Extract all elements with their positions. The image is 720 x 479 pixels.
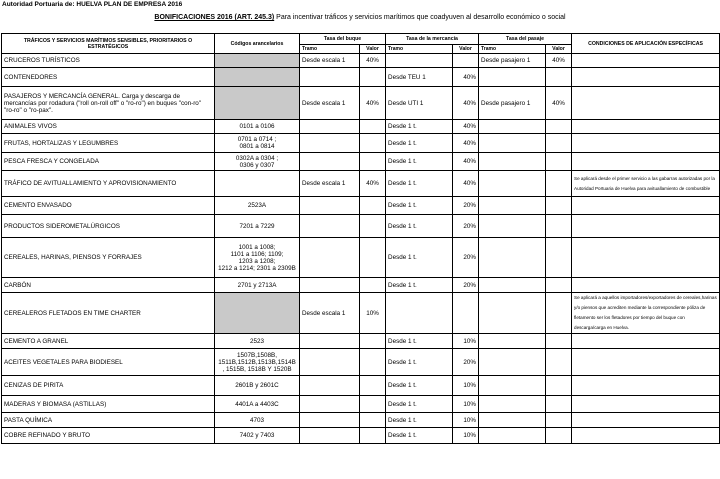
row-mercancia-valor: 20% <box>453 215 479 238</box>
row-tariff-codes: 2701 y 2713A <box>215 278 300 293</box>
row-buque-tramo: Desde escala 1 <box>300 293 360 334</box>
row-buque-tramo <box>300 153 360 171</box>
row-buque-valor <box>360 134 386 153</box>
row-traffic-name: CARBÓN <box>2 278 215 293</box>
row-buque-tramo: Desde escala 1 <box>300 54 360 68</box>
row-traffic-name: PRODUCTOS SIDEROMETALÚRGICOS <box>2 215 215 238</box>
row-pasaje-valor <box>546 171 572 197</box>
row-buque-valor <box>360 68 386 87</box>
row-pasaje-tramo <box>479 153 546 171</box>
row-conditions: Se aplicará a aquellos importadores/exportadores de cereales,harinas y/o piensos que acrediten mediante la correspondiente póliza de fletamento ser los fletadores por tiempo del buque con descarga/carga en Huelva. <box>572 293 720 334</box>
col-header-tasa-pasaje: Tasa del pasaje <box>479 34 572 45</box>
table-row <box>2 120 720 134</box>
row-pasaje-valor <box>546 428 572 444</box>
row-pasaje-valor <box>546 334 572 349</box>
title-rest: Para incentivar tráficos y servicios marítimos que coadyuven al desarrollo económico o social <box>274 14 566 21</box>
row-pasaje-tramo <box>479 134 546 153</box>
row-pasaje-tramo: Desde pasajero 1 <box>479 87 546 120</box>
row-buque-valor <box>360 197 386 215</box>
row-conditions <box>572 215 720 238</box>
row-pasaje-tramo <box>479 293 546 334</box>
row-buque-tramo <box>300 349 360 376</box>
row-buque-valor: 10% <box>360 293 386 334</box>
row-pasaje-tramo <box>479 171 546 197</box>
table-row <box>2 238 720 278</box>
row-mercancia-valor: 40% <box>453 153 479 171</box>
row-tariff-codes: 4401A a 4403C <box>215 396 300 413</box>
row-mercancia-tramo <box>386 293 453 334</box>
row-traffic-name: CENIZAS DE PIRITA <box>2 376 215 396</box>
row-mercancia-tramo: Desde 1 t. <box>386 349 453 376</box>
row-mercancia-tramo: Desde 1 t. <box>386 197 453 215</box>
row-pasaje-tramo <box>479 376 546 396</box>
row-pasaje-valor: 40% <box>546 54 572 68</box>
row-mercancia-tramo: Desde 1 t. <box>386 278 453 293</box>
table-row <box>2 87 720 120</box>
row-pasaje-valor <box>546 349 572 376</box>
table-row <box>2 349 720 376</box>
row-mercancia-valor: 10% <box>453 428 479 444</box>
row-pasaje-tramo <box>479 334 546 349</box>
subheader-tramo: Tramo <box>479 45 546 54</box>
row-mercancia-valor: 20% <box>453 238 479 278</box>
row-traffic-name: PASTA QUÍMICA <box>2 413 215 428</box>
row-traffic-name: CEREALEROS FLETADOS EN TIME CHARTER <box>2 293 215 334</box>
row-traffic-name: COBRE REFINADO Y BRUTO <box>2 428 215 444</box>
table-row <box>2 396 720 413</box>
row-pasaje-tramo <box>479 278 546 293</box>
row-buque-tramo <box>300 120 360 134</box>
row-conditions <box>572 376 720 396</box>
row-conditions <box>572 153 720 171</box>
row-buque-valor <box>360 120 386 134</box>
row-mercancia-valor <box>453 54 479 68</box>
row-traffic-name: CONTENEDORES <box>2 68 215 87</box>
row-tariff-codes: 1001 a 1008; 1101 a 1106; 1109; 1203 a 1208; 1212 a 1214; 2301 a 2309B <box>215 238 300 278</box>
col-header-trafico: TRÁFICOS Y SERVICIOS MARÍTIMOS SENSIBLES, PRIORITARIOS O ESTRATÉGICOS <box>2 34 215 54</box>
row-buque-valor: 40% <box>360 54 386 68</box>
col-header-condiciones: CONDICIONES DE APLICACIÓN ESPECÍFICAS <box>572 34 720 54</box>
row-pasaje-valor <box>546 68 572 87</box>
row-conditions <box>572 349 720 376</box>
row-conditions <box>572 54 720 68</box>
document-header: Autoridad Portuaria de: HUELVA PLAN DE EMPRESA 2016 <box>2 1 183 8</box>
row-pasaje-tramo <box>479 428 546 444</box>
subheader-valor: Valor <box>360 45 386 54</box>
row-tariff-codes: 4703 <box>215 413 300 428</box>
row-conditions <box>572 396 720 413</box>
row-tariff-codes: 0101 a 0106 <box>215 120 300 134</box>
row-conditions <box>572 238 720 278</box>
row-mercancia-tramo: Desde TEU 1 <box>386 68 453 87</box>
row-pasaje-tramo: Desde pasajero 1 <box>479 54 546 68</box>
row-mercancia-valor: 20% <box>453 197 479 215</box>
row-buque-tramo <box>300 197 360 215</box>
row-pasaje-valor <box>546 120 572 134</box>
row-mercancia-tramo: Desde 1 t. <box>386 215 453 238</box>
row-tariff-codes <box>215 87 300 120</box>
row-pasaje-tramo <box>479 413 546 428</box>
row-mercancia-valor: 10% <box>453 334 479 349</box>
row-pasaje-tramo <box>479 68 546 87</box>
row-pasaje-tramo <box>479 197 546 215</box>
row-conditions <box>572 120 720 134</box>
row-tariff-codes: 2523 <box>215 334 300 349</box>
row-pasaje-valor <box>546 153 572 171</box>
row-buque-tramo <box>300 334 360 349</box>
row-mercancia-valor: 20% <box>453 278 479 293</box>
subheader-tramo: Tramo <box>386 45 453 54</box>
row-buque-valor <box>360 215 386 238</box>
row-mercancia-valor: 40% <box>453 87 479 120</box>
row-conditions <box>572 428 720 444</box>
row-mercancia-valor: 40% <box>453 120 479 134</box>
row-mercancia-tramo: Desde 1 t. <box>386 134 453 153</box>
title-bold: BONIFICACIONES 2016 (ART. 245.3) <box>154 14 275 21</box>
row-pasaje-valor <box>546 293 572 334</box>
document-title <box>0 14 720 21</box>
col-header-codigos: Códigos arancelarios <box>215 34 300 54</box>
row-pasaje-valor <box>546 215 572 238</box>
row-traffic-name: MADERAS Y BIOMASA (ASTILLAS) <box>2 396 215 413</box>
row-buque-valor <box>360 334 386 349</box>
row-buque-tramo <box>300 238 360 278</box>
row-mercancia-valor <box>453 293 479 334</box>
row-tariff-codes: 7201 a 7229 <box>215 215 300 238</box>
row-buque-tramo <box>300 413 360 428</box>
row-buque-tramo <box>300 215 360 238</box>
row-buque-tramo <box>300 376 360 396</box>
row-conditions <box>572 68 720 87</box>
row-buque-valor <box>360 413 386 428</box>
table-row <box>2 334 720 349</box>
row-conditions <box>572 278 720 293</box>
row-pasaje-tramo <box>479 215 546 238</box>
row-buque-valor <box>360 278 386 293</box>
row-mercancia-valor: 40% <box>453 171 479 197</box>
table-row <box>2 413 720 428</box>
row-traffic-name: CEMENTO A GRANEL <box>2 334 215 349</box>
row-buque-valor <box>360 428 386 444</box>
row-mercancia-tramo: Desde 1 t. <box>386 396 453 413</box>
row-buque-valor: 40% <box>360 171 386 197</box>
row-conditions: Se aplicará desde el primer servicio a las gabarras autorizadas por la Autoridad Portuaria de Huelva para avituallamiento de combustible <box>572 171 720 197</box>
row-mercancia-tramo: Desde 1 t. <box>386 153 453 171</box>
row-pasaje-tramo <box>479 238 546 278</box>
row-traffic-name: PASAJEROS Y MERCANCÍA GENERAL. Carga y descarga de mercancías por rodadura ("roll on-roll off" o "ro-ro") en buques "con-ro" "ro-ro" o "ro-pax". <box>2 87 215 120</box>
row-pasaje-valor <box>546 134 572 153</box>
row-tariff-codes: 7402 y 7403 <box>215 428 300 444</box>
subheader-valor: Valor <box>453 45 479 54</box>
row-buque-valor <box>360 349 386 376</box>
row-mercancia-tramo: Desde 1 t. <box>386 334 453 349</box>
subheader-valor: Valor <box>546 45 572 54</box>
row-pasaje-tramo <box>479 396 546 413</box>
row-pasaje-valor <box>546 376 572 396</box>
row-conditions <box>572 87 720 120</box>
row-pasaje-valor: 40% <box>546 87 572 120</box>
row-tariff-codes <box>215 171 300 197</box>
row-mercancia-tramo: Desde 1 t. <box>386 238 453 278</box>
row-mercancia-valor: 40% <box>453 68 479 87</box>
row-buque-tramo: Desde escala 1 <box>300 171 360 197</box>
row-buque-valor: 40% <box>360 87 386 120</box>
row-mercancia-valor: 10% <box>453 396 479 413</box>
row-buque-valor <box>360 396 386 413</box>
row-mercancia-tramo: Desde 1 t. <box>386 428 453 444</box>
row-buque-tramo <box>300 428 360 444</box>
row-traffic-name: ACEITES VEGETALES PARA BIODIESEL <box>2 349 215 376</box>
row-mercancia-tramo: Desde 1 t. <box>386 376 453 396</box>
table-row <box>2 293 720 334</box>
row-mercancia-tramo <box>386 54 453 68</box>
table-row <box>2 54 720 68</box>
row-tariff-codes: 2601B y 2601C <box>215 376 300 396</box>
row-mercancia-valor: 20% <box>453 349 479 376</box>
row-mercancia-valor: 10% <box>453 413 479 428</box>
row-pasaje-tramo <box>479 349 546 376</box>
row-buque-tramo <box>300 396 360 413</box>
row-conditions <box>572 134 720 153</box>
table-row <box>2 134 720 153</box>
row-pasaje-valor <box>546 197 572 215</box>
row-pasaje-valor <box>546 396 572 413</box>
row-conditions <box>572 334 720 349</box>
table-row <box>2 278 720 293</box>
row-pasaje-valor <box>546 238 572 278</box>
row-buque-tramo <box>300 68 360 87</box>
row-mercancia-valor: 10% <box>453 376 479 396</box>
row-buque-tramo <box>300 278 360 293</box>
row-pasaje-valor <box>546 278 572 293</box>
subheader-tramo: Tramo <box>300 45 360 54</box>
row-tariff-codes: 0701 a 0714 ; 0801 a 0814 <box>215 134 300 153</box>
row-traffic-name: CRUCEROS TURÍSTICOS <box>2 54 215 68</box>
bonificaciones-table <box>1 33 720 444</box>
row-mercancia-tramo: Desde 1 t. <box>386 171 453 197</box>
table-row <box>2 376 720 396</box>
row-tariff-codes: 0302A a 0304 ; 0306 y 0307 <box>215 153 300 171</box>
table-row <box>2 153 720 171</box>
row-mercancia-tramo: Desde 1 t. <box>386 413 453 428</box>
row-conditions <box>572 413 720 428</box>
table-row <box>2 428 720 444</box>
col-header-tasa-buque: Tasa del buque <box>300 34 386 45</box>
row-tariff-codes: 2523A <box>215 197 300 215</box>
row-buque-valor <box>360 238 386 278</box>
row-buque-tramo <box>300 134 360 153</box>
col-header-tasa-mercancia: Tasa de la mercancía <box>386 34 479 45</box>
row-traffic-name: CEMENTO ENVASADO <box>2 197 215 215</box>
row-buque-valor <box>360 153 386 171</box>
row-pasaje-tramo <box>479 120 546 134</box>
row-pasaje-valor <box>546 413 572 428</box>
row-traffic-name: PESCA FRESCA Y CONGELADA <box>2 153 215 171</box>
row-tariff-codes: 1507B,1508B, 1511B,1512B,1513B,1514B , 1515B, 1518B Y 1520B <box>215 349 300 376</box>
table-row <box>2 68 720 87</box>
row-traffic-name: TRÁFICO DE AVITUALLAMIENTO Y APROVISIONAMIENTO <box>2 171 215 197</box>
row-buque-valor <box>360 376 386 396</box>
row-tariff-codes <box>215 54 300 68</box>
table-row <box>2 171 720 197</box>
row-traffic-name: CEREALES, HARINAS, PIENSOS Y FORRAJES <box>2 238 215 278</box>
row-conditions <box>572 197 720 215</box>
table-row <box>2 197 720 215</box>
row-traffic-name: FRUTAS, HORTALIZAS Y LEGUMBRES <box>2 134 215 153</box>
row-mercancia-tramo: Desde UTI 1 <box>386 87 453 120</box>
row-traffic-name: ANIMALES VIVOS <box>2 120 215 134</box>
row-mercancia-tramo: Desde 1 t. <box>386 120 453 134</box>
row-tariff-codes <box>215 293 300 334</box>
table-row <box>2 215 720 238</box>
row-buque-tramo: Desde escala 1 <box>300 87 360 120</box>
row-tariff-codes <box>215 68 300 87</box>
row-mercancia-valor: 40% <box>453 134 479 153</box>
